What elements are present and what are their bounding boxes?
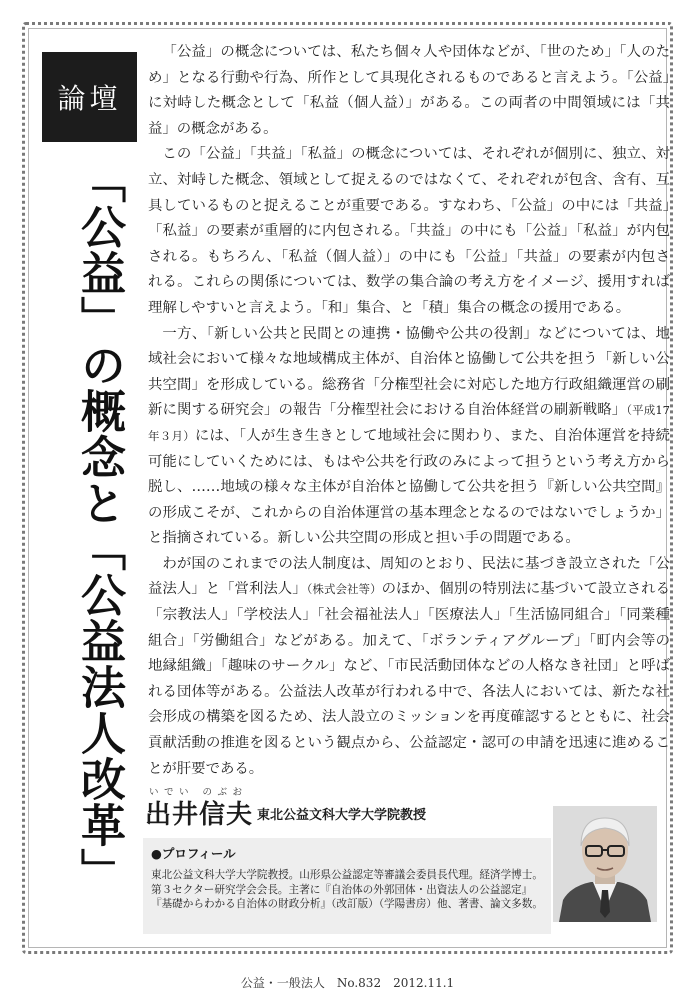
- author-photo: [553, 806, 657, 922]
- parenthetical-note: （株式会社等）: [306, 582, 382, 597]
- paragraph: 一方、「新しい公共と民間との連携・協働や公共の役割」などについては、地域社会において様々な地域構成主体が、自治体と協働して公共を担う「新しい公共空間」を形成している。総務省「分権型社会に対応した地方行政組織運営の刷新に関する研究会」の報告「分権型社会における自治体経営の刷新戦略」（平成17年３月）には、「人が生き生きとして地域社会に関わり、また、自治体運営を持続可能にしていくためには、もはや公共を行政のみによって担うという考え方から脱し、……地域の様々な主体が自治体と協働して公共を担う『新しい公共空間』の形成こそが、これからの自治体運営の基本理念となるのではないでしょうか」と指摘されている。新しい公共空間の形成と担い手の問題である。: [148, 325, 670, 547]
- article-title: 「公益」の概念と「公益法人改革」: [73, 158, 126, 894]
- article-body: [148, 40, 670, 792]
- author-name: 出井信夫: [145, 800, 254, 830]
- date-note: （平成17年３月）: [148, 403, 670, 443]
- paragraph: わが国のこれまでの法人制度は、周知のとおり、民法に基づき設立された「公益法人」と「営利法人」（株式会社等）のほか、個別の特別法に基づいて設立される「宗教法人」「学校法人」「社会福祉法人」「医療法人」「生活協同組合」「同業種組合」「労働組合」などがある。加えて、「ボランティアグループ」「町内会等の地縁組織」「趣味のサークル」など、「市民活動団体などの人格なき社団」と呼ばれる団体等がある。公益法人改革が行われる中で、各法人においては、新たな社会形成の構築を図るため、法人設立のミッションを再度確認するとともに、社会貢献活動の推進を図るという観点から、公益認定・認可の申請を迅速に進めることが肝要である。: [148, 555, 670, 777]
- page-footer: 公益・一般法人 No.832 2012.11.1: [240, 976, 455, 990]
- paragraph: この「公益」「共益」「私益」の概念については、それぞれが個別に、独立、対立、対峙した概念、領域として捉えるのではなくて、それぞれが包含、含有、互具しているものと捉えることが重要である。すなわち、「公益」の中には「共益」「私益」の要素が重層的に内包される。「共益」の中にも「公益」「私益」が内包される。もちろん、「私益（個人益）」の中にも「公益」「共益」の要素が内包される。これらの関係については、数学の集合論の考え方をイメージ、援用すれば理解しやすいと言えよう。「和」集合、と「積」集合の概念の援用である。: [148, 146, 670, 316]
- author-name-reading: いでい のぶお: [149, 787, 248, 798]
- profile-heading: ●プロフィール: [151, 846, 236, 861]
- author-affiliation: 東北公益文科大学大学院教授: [257, 808, 427, 823]
- column-label: 論壇: [42, 52, 137, 142]
- author-portrait-icon: [553, 806, 657, 922]
- profile-text: 東北公益文科大学大学院教授。山形県公益認定等審議会委員長代理。経済学博士。第３セクター研究学会会長。主著に『自治体の外郭団体・出資法人の公益認定』『基礎からわかる自治体の財政分析』（改訂版）（学陽書房）他、著書、論文多数。: [151, 869, 543, 911]
- paragraph: 「公益」の概念については、私たち個々人や団体などが、「世のため」「人のため」となる行動や行為、所作として具現化されるものであると言えよう。「公益」に対峙した概念として「私益（個人益）」がある。この両者の中間領域には「共益」の概念がある。: [148, 44, 670, 137]
- profile-box: [143, 838, 551, 934]
- author-block: [145, 782, 525, 832]
